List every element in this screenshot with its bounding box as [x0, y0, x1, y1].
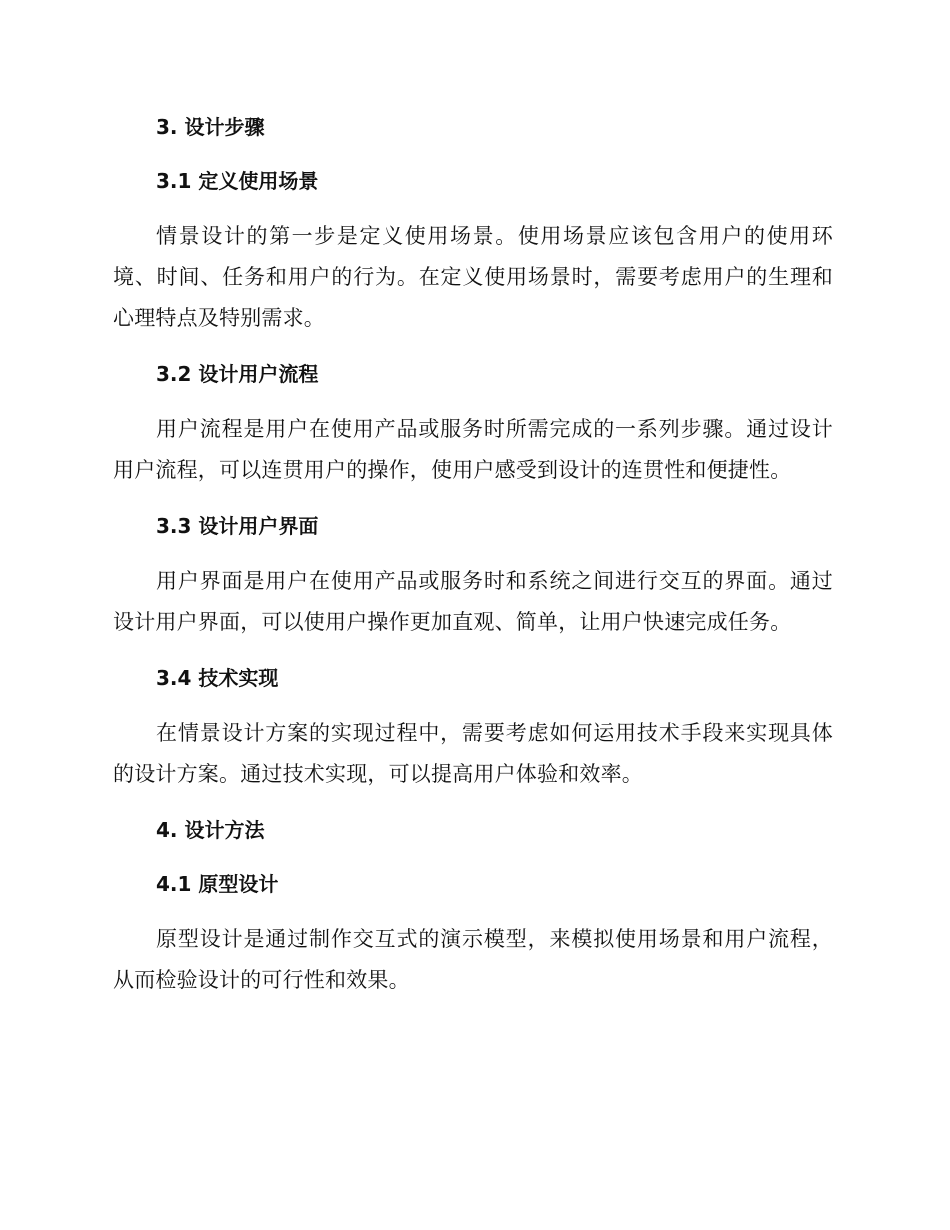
section-heading-design-methods: 4. 设计方法: [156, 818, 265, 842]
subsection-heading-define-scenarios: 3.1 定义使用场景: [156, 169, 319, 193]
paragraph-prototype-design: 原型设计是通过制作交互式的演示模型，来模拟使用场景和用户流程，从而检验设计的可行性和效果。: [113, 927, 833, 992]
subsection-heading-user-interface: 3.3 设计用户界面: [156, 514, 319, 538]
subsection-heading-tech-implementation: 3.4 技术实现: [156, 666, 279, 690]
paragraph-define-scenarios: 情景设计的第一步是定义使用场景。使用场景应该包含用户的使用环境、时间、任务和用户的行为。在定义使用场景时，需要考虑用户的生理和心理特点及特别需求。: [113, 224, 833, 330]
subsection-heading-user-flow: 3.2 设计用户流程: [156, 362, 319, 386]
paragraph-tech-implementation: 在情景设计方案的实现过程中，需要考虑如何运用技术手段来实现具体的设计方案。通过技术实现，可以提高用户体验和效率。: [113, 721, 833, 786]
document-body: [113, 110, 833, 1001]
paragraph-user-interface: 用户界面是用户在使用产品或服务时和系统之间进行交互的界面。通过设计用户界面，可以使用户操作更加直观、简单，让用户快速完成任务。: [113, 569, 833, 634]
section-heading-design-steps: 3. 设计步骤: [156, 115, 265, 139]
paragraph-user-flow: 用户流程是用户在使用产品或服务时所需完成的一系列步骤。通过设计用户流程，可以连贯用户的操作，使用户感受到设计的连贯性和便捷性。: [113, 417, 833, 482]
subsection-heading-prototype-design: 4.1 原型设计: [156, 872, 279, 896]
